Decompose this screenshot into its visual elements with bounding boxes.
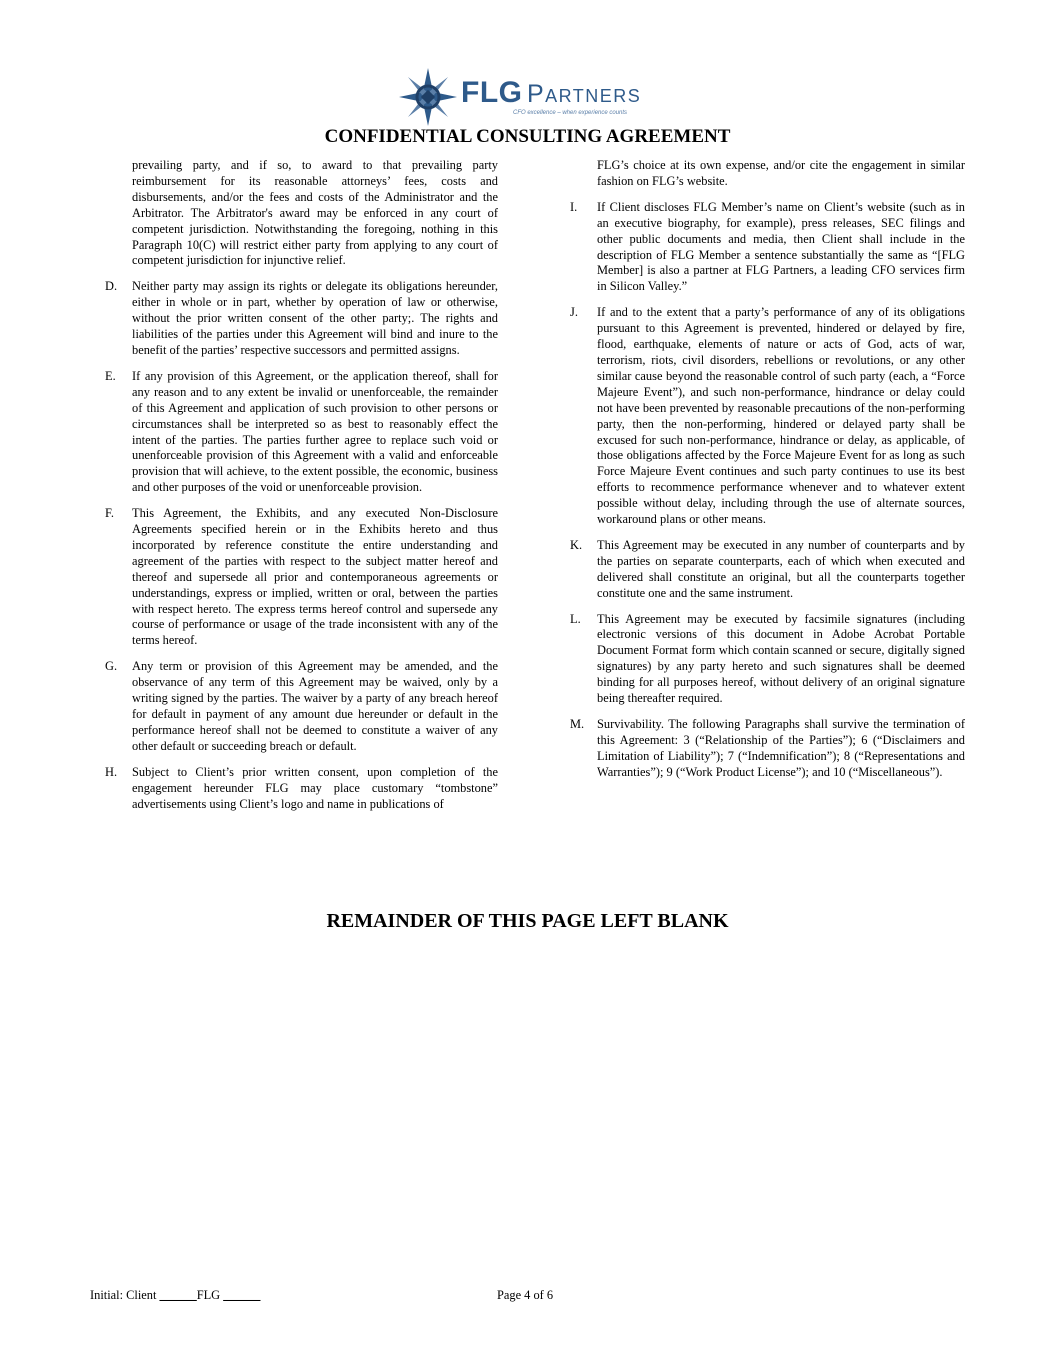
continued-paragraph-c: prevailing party, and if so, to award to that prevailing party reimbursement for its reasonable attorneys’ fees, costs and disbursements, and/or the fees and costs of the Administrator and the Arbitrator. The Arbitrator's award may be enforced in any court of competent jurisdiction. Notwithstanding the foregoing, nothing in this Paragraph 10(C) will restrict either party from applying to any court of competent jurisdiction for injunctive relief. [132,158,498,268]
paragraph-d [105,279,498,359]
compass-star-icon [397,66,459,128]
right-column [570,158,965,791]
flg-logo [397,66,667,128]
paragraph-label: D. [105,279,118,294]
paragraph-label: F. [105,506,114,521]
blank-page-notice: REMAINDER OF THIS PAGE LEFT BLANK [326,910,729,932]
paragraph-text: If and to the extent that a party’s performance of any of its obligations pursuant to this Agreement is prevented, hindered or delayed by fire, flood, earthquake, elements of nature or acts of God, acts of war, terrorism, riots, civil disorders, rebellions or revolutions, or any other similar cause beyond the reasonable control of such party (each, a “Force Majeure Event”), and such non-performance, hindrance or delay could not have been prevented by reasonable precautions of the non-performing party, then the non-performing, hindered or delayed party shall be excused for such non-performance, hindrance or delay, as applicable, of those obligations affected by the Force Majeure Event for as long as such Force Majeure Event continues and such party continues to use its best efforts to recommence performance whenever and to whatever extent possible without delay, including through the use of alternate sources, workaround plans or other means. [597,305,965,527]
paragraph-i [570,200,965,295]
paragraph-label: I. [570,199,578,214]
paragraph-text: Subject to Client’s prior written consent, upon completion of the engagement hereunder FLG may place customary “tombstone” advertisements using Client’s logo and name in publications of [132,764,498,811]
document-title: CONFIDENTIAL CONSULTING AGREEMENT [324,126,731,147]
paragraph-text: Any term or provision of this Agreement may be amended, and the observance of any term of this Agreement may be waived, only by a writing signed by the parties. The waiver by a party of any breach hereof for default in payment of any amount due hereunder or default in the performance hereof shall not be deemed to constitute a waiver of any other default or succeeding breach or default. [132,659,498,753]
paragraph-label: J. [570,305,578,320]
continued-paragraph-h: FLG’s choice at its own expense, and/or cite the engagement in similar fashion on FLG’s website. [597,158,965,188]
paragraph-text: If any provision of this Agreement, or the application thereof, shall for any reason and to any extent be invalid or unenforceable, the remainder of this Agreement and application of such provision to other persons or circumstances shall be interpreted so as best to reasonably effect the intent of the parties. The parties further agree to replace such void or unenforceable provision of this Agreement with a valid and enforceable provision that will achieve, to the extent possible, the economic, business and other purposes of the void or unenforceable provision. [132,368,498,495]
paragraph-text: This Agreement may be executed by facsimile signatures (including electronic versions of this document in Adobe Acrobat Portable Document Format form which contain scanned or secure, digitally signed signatures) by any party hereto and such signatures shall be deemed binding for all purposes hereof, without delivery of an original signature being thereafter required. [597,611,965,706]
logo-tagline: CFO excellence – when experience counts [513,110,628,116]
logo-flg: FLG [461,76,523,109]
paragraph-g [105,659,498,754]
left-column [105,158,498,822]
paragraph-text: This Agreement, the Exhibits, and any executed Non-Disclosure Agreements specified herein or in the Exhibits hereto and thus incorporated by reference constitute the entire understanding and agreement of the parties with respect to the subject matter hereof and thereof and supersede all prior and contemporaneous agreements or understandings, express or implied, written or oral, between the parties with respect hereto. The express terms hereof control and supersede any course of performance or usage of the trade inconsistent with any of the terms hereof. [132,506,498,648]
paragraph-text: This Agreement may be executed in any number of counterparts and by the parties on separate counterparts, each of which when executed and delivered shall constitute an original, but all the counterparts together constitute one and the same instrument. [597,537,965,600]
initial-client-label: Initial: Client [90,1288,157,1302]
paragraph-h [105,765,498,813]
paragraph-l [570,612,965,707]
paragraph-k [570,538,965,602]
paragraph-label: E. [105,368,116,383]
client-initial-field[interactable]: ______ [159,1288,197,1302]
paragraph-j [570,305,965,528]
logo-partners: Partners [526,80,642,108]
paragraph-label: L. [570,611,581,626]
initials-line [90,1288,260,1303]
paragraph-label: H. [105,764,118,779]
initial-flg-label: FLG [196,1288,221,1302]
logo-wordmark [461,76,641,110]
paragraph-text: If Client discloses FLG Member’s name on Client’s website (such as in an executive biography, for example), press releases, SEC filings and other public documents and media, then Client shall include in the description of FLG Member a sentence substantially the same as “[FLG Member] is also a partner at FLG Partners, a leading CFO services firm in Silicon Valley.” [597,199,965,294]
paragraph-label: G. [105,659,118,674]
paragraph-text: Neither party may assign its rights or delegate its obligations hereunder, either in whole or in part, whether by operation of law or otherwise, without the prior written consent of the other party;. The rights and liabilities of the parties under this Agreement will bind and inure to the benefit of the parties’ respective successors and permitted assigns. [132,279,498,357]
paragraph-m [570,717,965,781]
paragraph-text: Survivability. The following Paragraphs shall survive the termination of this Agreement: 3 (“Relationship of the Parties”); 6 (“Disclaimers and Limitation of Liability”); 7 (“Indemnification”); 8 (“Representations and Warranties”); 9 (“Work Product License”); and 10 (“Miscellaneous”). [597,717,965,779]
page-number: Page 4 of 6 [497,1288,554,1302]
paragraph-e [105,369,498,496]
paragraph-label: K. [570,537,583,552]
paragraph-label: M. [570,717,585,731]
paragraph-f [105,506,498,649]
flg-initial-field[interactable]: ______ [223,1288,261,1302]
